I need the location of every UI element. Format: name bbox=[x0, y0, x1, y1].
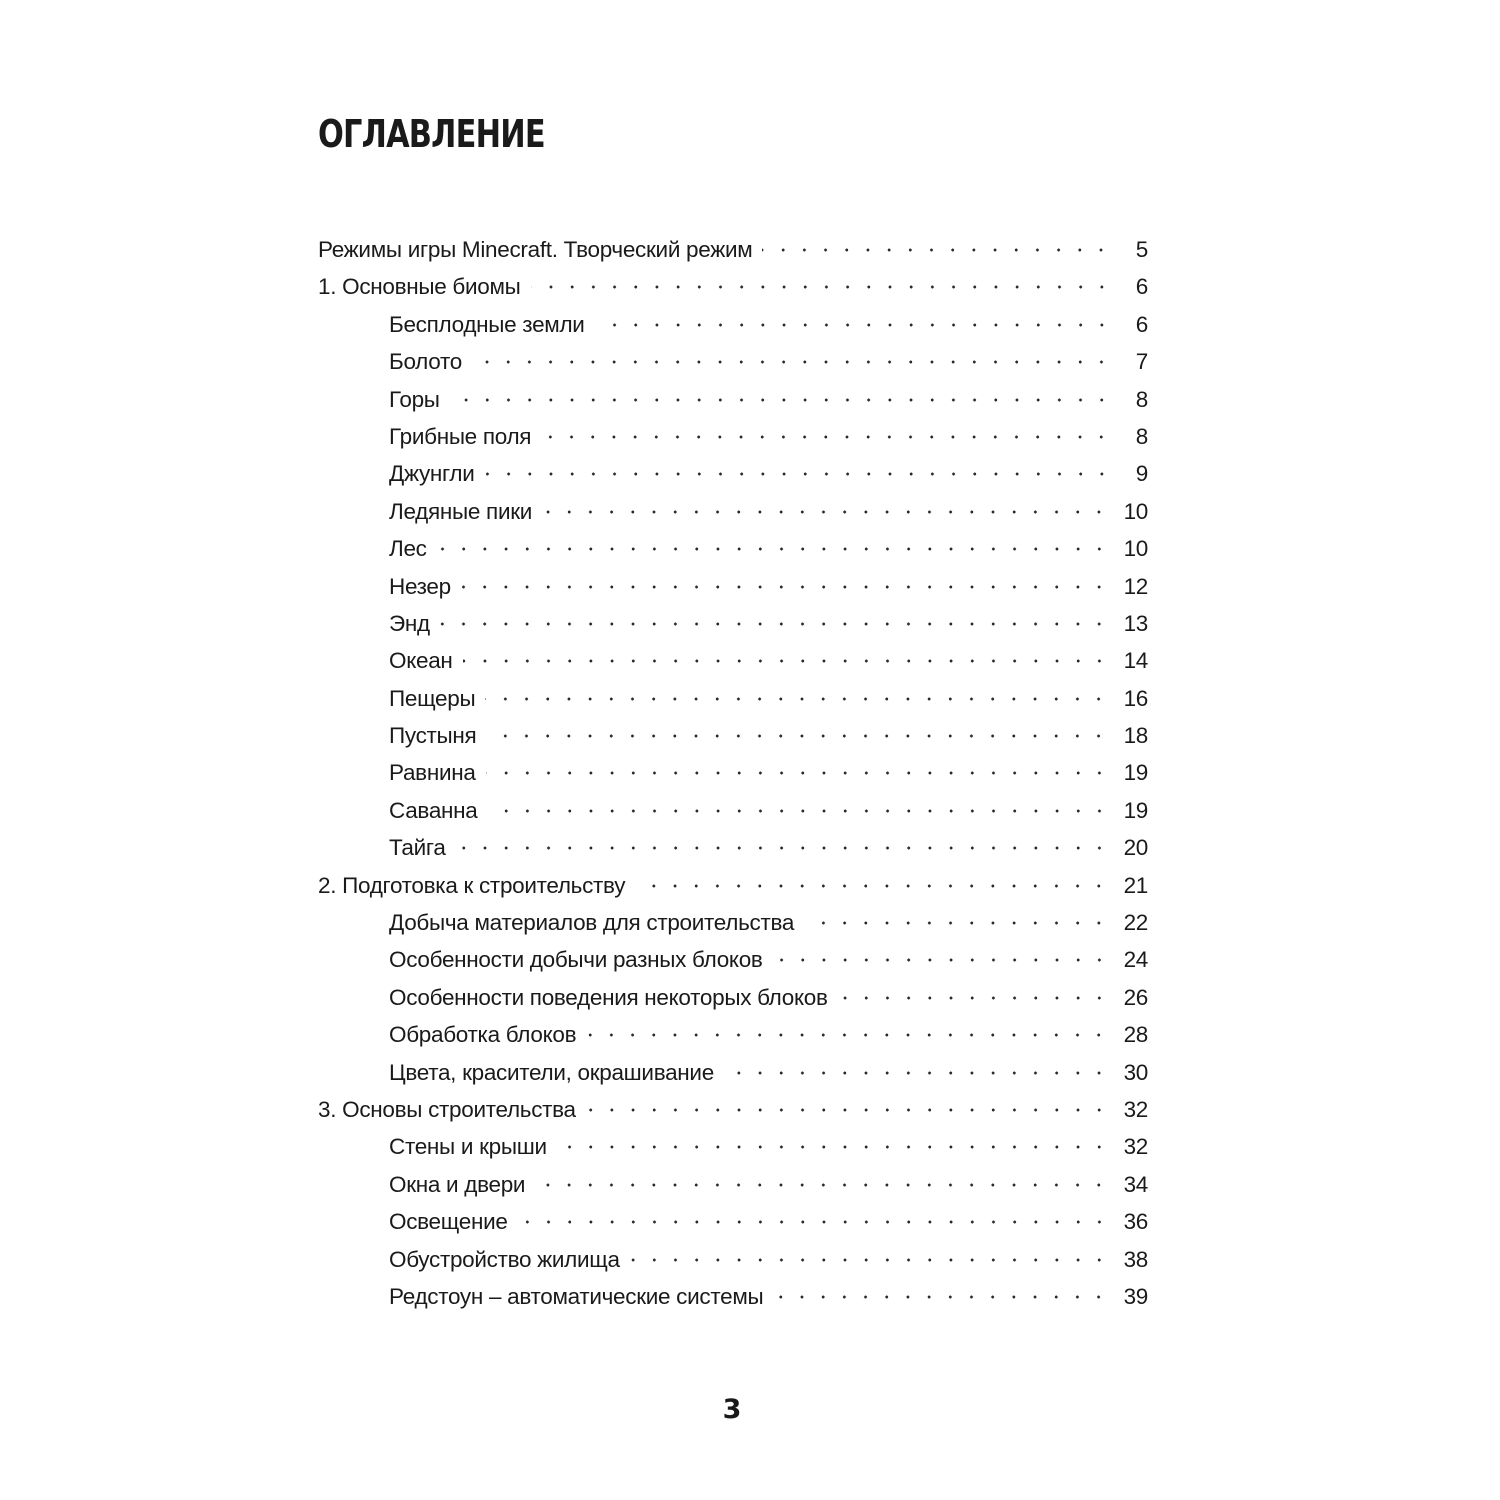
toc-entry-label: Добыча материалов для строительства bbox=[389, 910, 795, 936]
dot-leader bbox=[635, 884, 1109, 888]
toc-subsection-entry bbox=[318, 1278, 1148, 1315]
toc-entry-page-number: 6 bbox=[1135, 274, 1148, 300]
dot-leader bbox=[486, 771, 1110, 775]
toc-subsection-entry bbox=[318, 754, 1148, 791]
toc-entry-page-number: 38 bbox=[1123, 1246, 1148, 1272]
toc-entry-page-number: 7 bbox=[1135, 349, 1148, 375]
toc-entry-page-number: 16 bbox=[1123, 685, 1148, 711]
toc-entry-label: Равнина bbox=[389, 760, 476, 786]
dot-leader bbox=[531, 285, 1112, 289]
toc-subsection-entry bbox=[318, 1128, 1148, 1165]
dot-leader bbox=[437, 547, 1110, 551]
toc-entry-label: Болото bbox=[389, 349, 462, 375]
toc-subsection-entry bbox=[318, 418, 1148, 455]
toc-subsection-entry bbox=[318, 979, 1148, 1016]
dot-leader bbox=[586, 1033, 1109, 1037]
toc-entry-label: Океан bbox=[389, 648, 453, 674]
dot-leader bbox=[630, 1258, 1110, 1262]
toc-entry-page-number: 19 bbox=[1123, 797, 1148, 823]
toc-section-entry bbox=[318, 867, 1148, 904]
dot-leader bbox=[838, 996, 1110, 1000]
toc-entry-page-number: 21 bbox=[1123, 872, 1148, 898]
toc-subsection-entry bbox=[318, 493, 1148, 530]
dot-leader bbox=[541, 435, 1112, 439]
toc-subsection-entry bbox=[318, 306, 1148, 343]
page-title: ОГЛАВЛЕНИЕ bbox=[318, 112, 545, 156]
toc-entry-label: 3. Основы строительства bbox=[318, 1096, 576, 1122]
dot-leader bbox=[463, 659, 1110, 663]
toc-subsection-entry bbox=[318, 717, 1148, 754]
toc-entry-page-number: 30 bbox=[1123, 1059, 1148, 1085]
toc-entry-label: Горы bbox=[389, 386, 440, 412]
toc-entry-page-number: 12 bbox=[1123, 573, 1148, 599]
toc-section-entry bbox=[318, 231, 1148, 268]
dot-leader bbox=[440, 622, 1110, 626]
table-of-contents bbox=[318, 231, 1148, 1315]
toc-entry-page-number: 10 bbox=[1123, 536, 1148, 562]
toc-section-entry bbox=[318, 268, 1148, 305]
toc-entry-label: Режимы игры Minecraft. Творческий режим bbox=[318, 237, 753, 262]
dot-leader bbox=[488, 809, 1110, 813]
dot-leader bbox=[586, 1108, 1110, 1112]
toc-section-entry bbox=[318, 1091, 1148, 1128]
toc-entry-label: Энд bbox=[389, 610, 430, 636]
dot-leader bbox=[450, 398, 1112, 402]
toc-entry-label: Особенности поведения некоторых блоков bbox=[389, 984, 828, 1010]
toc-entry-page-number: 32 bbox=[1123, 1096, 1148, 1122]
toc-entry-label: Редстоун – автоматические системы bbox=[389, 1283, 764, 1309]
dot-leader bbox=[535, 1183, 1109, 1187]
toc-entry-page-number: 9 bbox=[1135, 461, 1148, 487]
toc-subsection-entry bbox=[318, 642, 1148, 679]
toc-entry-page-number: 26 bbox=[1123, 984, 1148, 1010]
toc-entry-page-number: 32 bbox=[1123, 1134, 1148, 1160]
toc-entry-label: Незер bbox=[389, 573, 451, 599]
toc-subsection-entry bbox=[318, 829, 1148, 866]
toc-subsection-entry bbox=[318, 568, 1148, 605]
toc-subsection-entry bbox=[318, 343, 1148, 380]
toc-subsection-entry bbox=[318, 1241, 1148, 1278]
toc-entry-label: Обработка блоков bbox=[389, 1022, 577, 1048]
dot-leader bbox=[804, 921, 1109, 925]
toc-entry-page-number: 13 bbox=[1123, 610, 1148, 636]
toc-entry-label: Освещение bbox=[389, 1209, 508, 1235]
toc-entry-label: Окна и двери bbox=[389, 1171, 526, 1197]
toc-entry-page-number: 28 bbox=[1123, 1022, 1148, 1048]
dot-leader bbox=[773, 958, 1110, 962]
toc-subsection-entry bbox=[318, 1054, 1148, 1091]
dot-leader bbox=[557, 1145, 1110, 1149]
dot-leader bbox=[773, 1295, 1109, 1299]
toc-entry-label: Бесплодные земли bbox=[389, 311, 585, 337]
toc-subsection-entry bbox=[318, 680, 1148, 717]
toc-entry-label: Ледяные пики bbox=[389, 498, 533, 524]
toc-entry-label: Грибные поля bbox=[389, 423, 532, 449]
dot-leader bbox=[461, 585, 1110, 589]
toc-entry-page-number: 22 bbox=[1123, 910, 1148, 936]
toc-subsection-entry bbox=[318, 792, 1148, 829]
toc-subsection-entry bbox=[318, 904, 1148, 941]
dot-leader bbox=[486, 734, 1109, 738]
toc-entry-label: Лес bbox=[389, 536, 427, 562]
toc-subsection-entry bbox=[318, 941, 1148, 978]
dot-leader bbox=[724, 1071, 1110, 1075]
toc-entry-label: Пустыня bbox=[389, 723, 477, 749]
toc-entry-label: Джунгли bbox=[389, 461, 475, 487]
dot-leader bbox=[595, 323, 1112, 327]
toc-entry-page-number: 6 bbox=[1135, 311, 1148, 337]
toc-entry-page-number: 5 bbox=[1135, 237, 1148, 262]
dot-leader bbox=[542, 510, 1110, 514]
toc-entry-page-number: 19 bbox=[1123, 760, 1148, 786]
dot-leader bbox=[485, 472, 1112, 476]
toc-entry-page-number: 8 bbox=[1135, 423, 1148, 449]
toc-entry-label: 2. Подготовка к строительству bbox=[318, 872, 626, 898]
toc-entry-label: Саванна bbox=[389, 797, 478, 823]
toc-entry-label: Тайга bbox=[389, 835, 446, 861]
toc-subsection-entry bbox=[318, 455, 1148, 492]
page-number: 3 bbox=[722, 1394, 742, 1425]
toc-entry-page-number: 39 bbox=[1123, 1283, 1148, 1309]
toc-subsection-entry bbox=[318, 605, 1148, 642]
toc-entry-label: Стены и крыши bbox=[389, 1134, 547, 1160]
toc-entry-page-number: 20 bbox=[1123, 835, 1148, 861]
toc-subsection-entry bbox=[318, 1016, 1148, 1053]
toc-entry-page-number: 14 bbox=[1123, 648, 1148, 674]
dot-leader bbox=[485, 697, 1109, 701]
toc-entry-page-number: 24 bbox=[1123, 947, 1148, 973]
toc-entry-label: 1. Основные биомы bbox=[318, 274, 521, 300]
toc-entry-page-number: 8 bbox=[1135, 386, 1148, 412]
toc-entry-page-number: 18 bbox=[1123, 723, 1148, 749]
toc-subsection-entry bbox=[318, 1166, 1148, 1203]
dot-leader bbox=[472, 360, 1112, 364]
toc-entry-page-number: 34 bbox=[1123, 1171, 1148, 1197]
dot-leader bbox=[762, 248, 1112, 252]
toc-subsection-entry bbox=[318, 530, 1148, 567]
dot-leader bbox=[518, 1220, 1110, 1224]
toc-entry-label: Обустройство жилища bbox=[389, 1246, 620, 1272]
toc-entry-label: Особенности добычи разных блоков bbox=[389, 947, 763, 973]
toc-subsection-entry bbox=[318, 381, 1148, 418]
toc-entry-page-number: 10 bbox=[1123, 498, 1148, 524]
toc-entry-page-number: 36 bbox=[1123, 1209, 1148, 1235]
dot-leader bbox=[456, 846, 1110, 850]
toc-subsection-entry bbox=[318, 1203, 1148, 1240]
toc-entry-label: Пещеры bbox=[389, 685, 476, 711]
toc-entry-label: Цвета, красители, окрашивание bbox=[389, 1059, 714, 1085]
